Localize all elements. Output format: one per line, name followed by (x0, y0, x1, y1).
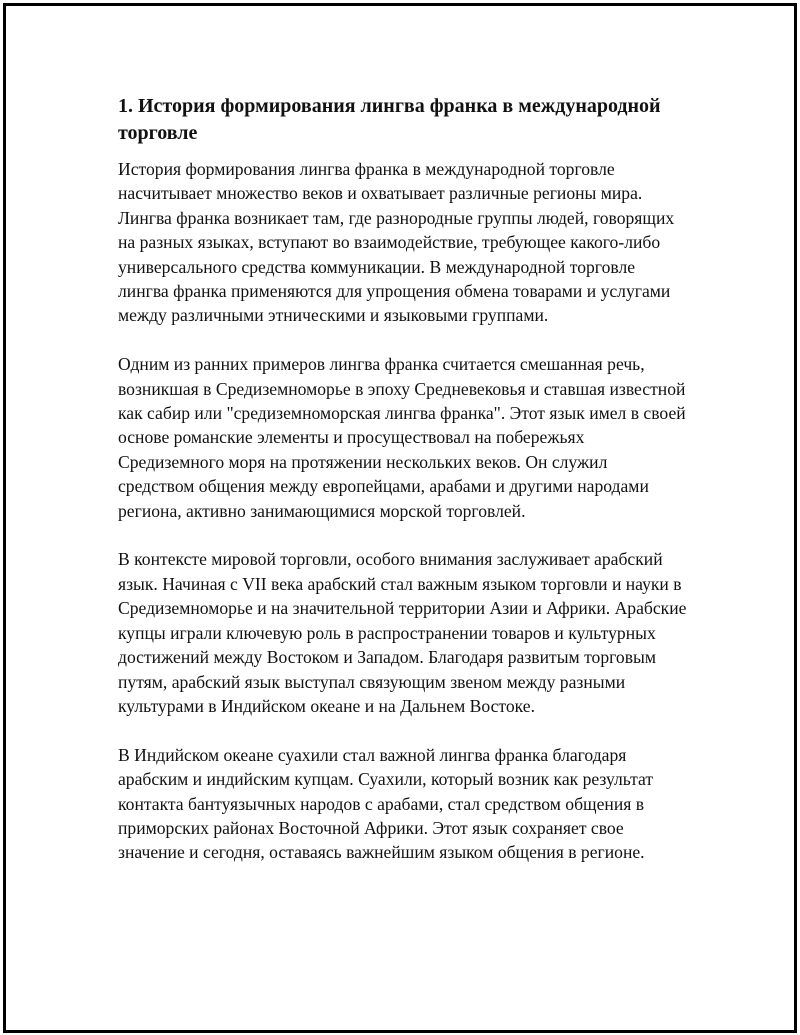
document-body (118, 93, 688, 889)
section-heading: 1. История формирования лингва франка в международной торговле (118, 95, 661, 144)
paragraph-3: В контексте мировой торговли, особого внимания заслуживает арабский язык. Начиная с VII века арабский стал важным языком торговли и науки в Средиземноморье и на значительной территории Азии и Африки. Арабские купцы играли ключевую роль в распространении товаров и культурных достижений между Востоком и Западом. Благодаря развитым торговым путям, арабский язык выступал связующим звеном между разными культурами в Индийском океане и на Дальнем Востоке. (118, 549, 687, 716)
paragraph-2: Одним из ранних примеров лингва франка считается смешанная речь, возникшая в Средиземноморье в эпоху Средневековья и ставшая известной как сабир или "средиземноморская лингва франка". Этот язык имел в своей основе романские элементы и просуществовал на побережьях Средиземного моря на протяжении нескольких веков. Он служил средством общения между европейцами, арабами и другими народами региона, активно занимающимися морской торговлей. (118, 354, 686, 521)
paragraph-1: История формирования лингва франка в международной торговле насчитывает множество веков и охватывает различные регионы мира. Лингва франка возникает там, где разнородные группы людей, говорящих на разных языках, вступают во взаимодействие, требующее какого-либо универсального средства коммуникации. В международной торговле лингва франка применяются для упрощения обмена товарами и услугами между различными этническими и языковыми группами. (118, 159, 675, 326)
paragraph-4: В Индийском океане суахили стал важной лингва франка благодаря арабским и индийским купцам. Суахили, который возник как результат контакта бантуязычных народов с арабами, стал средством общения в приморских районах Восточной Африки. Этот язык сохраняет свое значение и сегодня, оставаясь важнейшим языком общения в регионе. (118, 744, 654, 863)
